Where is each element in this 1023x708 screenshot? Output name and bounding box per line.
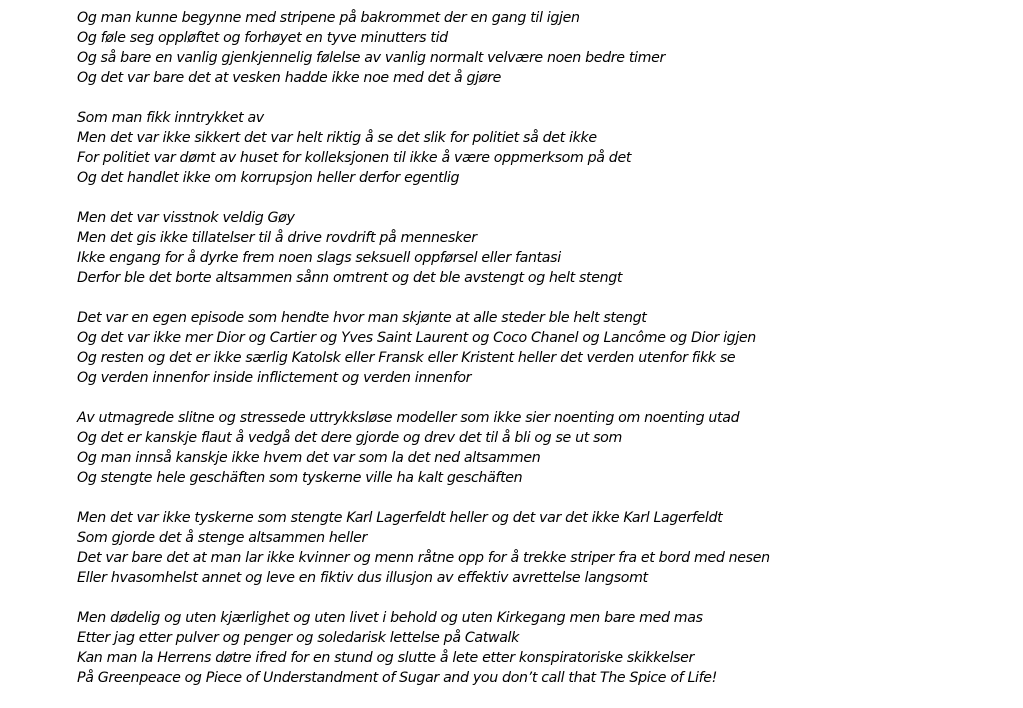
poem-line: Og verden innenfor inside inflictement og verden innenfor [77,370,472,386]
poem-line: Men det var visstnok veldig Gøy [77,210,295,226]
stanza-1 [77,8,1007,88]
stanza-2 [77,108,1007,188]
poem-line: For politiet var dømt av huset for kolleksjonen til ikke å være oppmerksom på det [77,150,632,166]
poem-line: Og så bare en vanlig gjenkjennelig følelse av vanlig normalt velvære noen bedre timer [77,50,665,66]
poem-line: Og stengte hele geschäften som tyskerne ville ha kalt geschäften [77,470,523,486]
stanza-7 [77,608,1007,688]
stanza-3 [77,208,1007,288]
stanza-6 [77,508,1007,588]
poem-line: Og man kunne begynne med stripene på bakrommet der en gang til igjen [77,10,580,26]
poem-line: Det var bare det at man lar ikke kvinner og menn råtne opp for å trekke striper fra et bord med nesen [77,550,770,566]
poem-line: Kan man la Herrens døtre ifred for en stund og slutte å lete etter konspiratoriske skikkelser [77,650,695,666]
poem-line: Men dødelig og uten kjærlighet og uten livet i behold og uten Kirkegang men bare med mas [77,610,703,626]
poem-line: Etter jag etter pulver og penger og soledarisk lettelse på Catwalk [77,630,519,646]
poem-line: Og føle seg oppløftet og forhøyet en tyve minutters tid [77,30,448,46]
stanza-4 [77,308,1007,388]
poem-line: Det var en egen episode som hendte hvor man skjønte at alle steder ble helt stengt [77,310,647,326]
poem-line: Og resten og det er ikke særlig Katolsk eller Fransk eller Kristent heller det verden utenfor fikk se [77,350,736,366]
poem-line: Av utmagrede slitne og stressede uttrykksløse modeller som ikke sier noenting om noenting utad [77,410,740,426]
poem-line: Og det var bare det at vesken hadde ikke noe med det å gjøre [77,70,501,86]
poem-line: Som man fikk inntrykket av [77,110,264,126]
poem-page [77,8,1007,708]
poem-line: Og det er kanskje flaut å vedgå det dere gjorde og drev det til å bli og se ut som [77,430,622,446]
poem-line: Eller hvasomhelst annet og leve en fiktiv dus illusjon av effektiv avrettelse langsomt [77,570,648,586]
poem-line: Og man innså kanskje ikke hvem det var som la det ned altsammen [77,450,541,466]
poem-line: Ikke engang for å dyrke frem noen slags seksuell oppførsel eller fantasi [77,250,561,266]
poem-line: Som gjorde det å stenge altsammen heller [77,530,367,546]
poem-line: Og det var ikke mer Dior og Cartier og Yves Saint Laurent og Coco Chanel og Lancôme og Dior igjen [77,330,756,346]
poem-line: Men det var ikke sikkert det var helt riktig å se det slik for politiet så det ikke [77,130,597,146]
stanza-5 [77,408,1007,488]
poem-line: Og det handlet ikke om korrupsjon heller derfor egentlig [77,170,460,186]
poem-line: På Greenpeace og Piece of Understandment of Sugar and you don’t call that The Spice of Life! [77,670,717,686]
poem-line: Men det var ikke tyskerne som stengte Karl Lagerfeldt heller og det var det ikke Karl Lagerfeldt [77,510,723,526]
poem-line: Men det gis ikke tillatelser til å drive rovdrift på mennesker [77,230,477,246]
poem-line: Derfor ble det borte altsammen sånn omtrent og det ble avstengt og helt stengt [77,270,623,286]
